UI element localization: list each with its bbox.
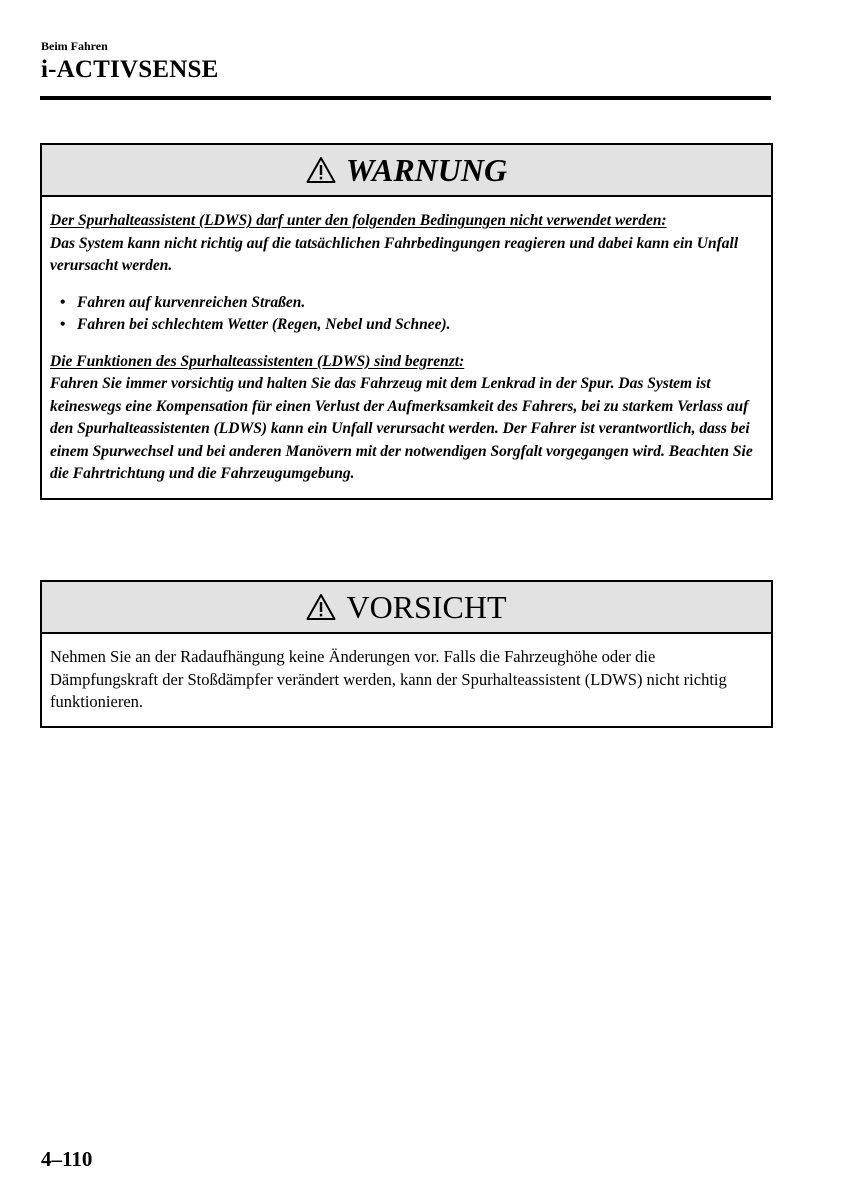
header-divider	[40, 96, 771, 100]
caution-body	[42, 634, 771, 726]
section-label: Beim Fahren	[41, 39, 108, 53]
caution-text: Nehmen Sie an der Radaufhängung keine Änderungen vor. Falls die Fahrzeughöhe oder die Dämpfungskraft der Stoßdämpfer verändert werden, kann der Spurhalteassistent (LDWS) nicht richtig funktionieren.	[50, 647, 727, 711]
warning-bullet-list	[50, 292, 763, 337]
bullet-text: Fahren bei schlechtem Wetter (Regen, Nebel und Schnee).	[77, 316, 451, 333]
list-item: • Fahren bei schlechtem Wetter (Regen, Nebel und Schnee).	[60, 314, 763, 337]
warning-heading-1: Der Spurhalteassistent (LDWS) darf unter den folgenden Bedingungen nicht verwendet werden:	[50, 212, 667, 229]
warning-text-1: Das System kann nicht richtig auf die tatsächlichen Fahrbedingungen reagieren und dabei kann ein Unfall verursacht werden.	[50, 234, 739, 274]
chapter-title: i-ACTIVSENSE	[41, 56, 219, 83]
warning-box	[40, 143, 773, 500]
warning-triangle-icon	[306, 593, 336, 621]
bullet-text: Fahren auf kurvenreichen Straßen.	[77, 293, 306, 311]
caution-box	[40, 580, 773, 728]
page-number: 4–110	[41, 1147, 93, 1171]
warning-text-2: Fahren Sie immer vorsichtig und halten Sie das Fahrzeug mit dem Lenkrad in der Spur. Das System ist keineswegs eine Kompensation für einen Verlust der Aufmerksamkeit des Fahrers, bei zu starkem Verlass auf den Spurhalteassistenten (LDWS) kann ein Unfall verursacht werden. Der Fahrer ist verantwortlich, dass bei einem Spurwechsel und bei anderen Manövern mit der notwendigen Sorgfalt vorgegangen wird. Beachten Sie die Fahrtrichtung und die Fahrzeugumgebung.	[50, 375, 753, 482]
list-item: • Fahren auf kurvenreichen Straßen.	[60, 292, 763, 315]
warning-triangle-icon	[306, 156, 336, 184]
warning-title: WARNUNG	[345, 152, 508, 188]
caution-title: VORSICHT	[346, 589, 507, 625]
warning-heading-2: Die Funktionen des Spurhalteassistenten (LDWS) sind begrenzt:	[50, 352, 465, 370]
warning-header	[42, 145, 771, 197]
warning-body	[42, 197, 771, 498]
caution-header	[42, 582, 771, 634]
